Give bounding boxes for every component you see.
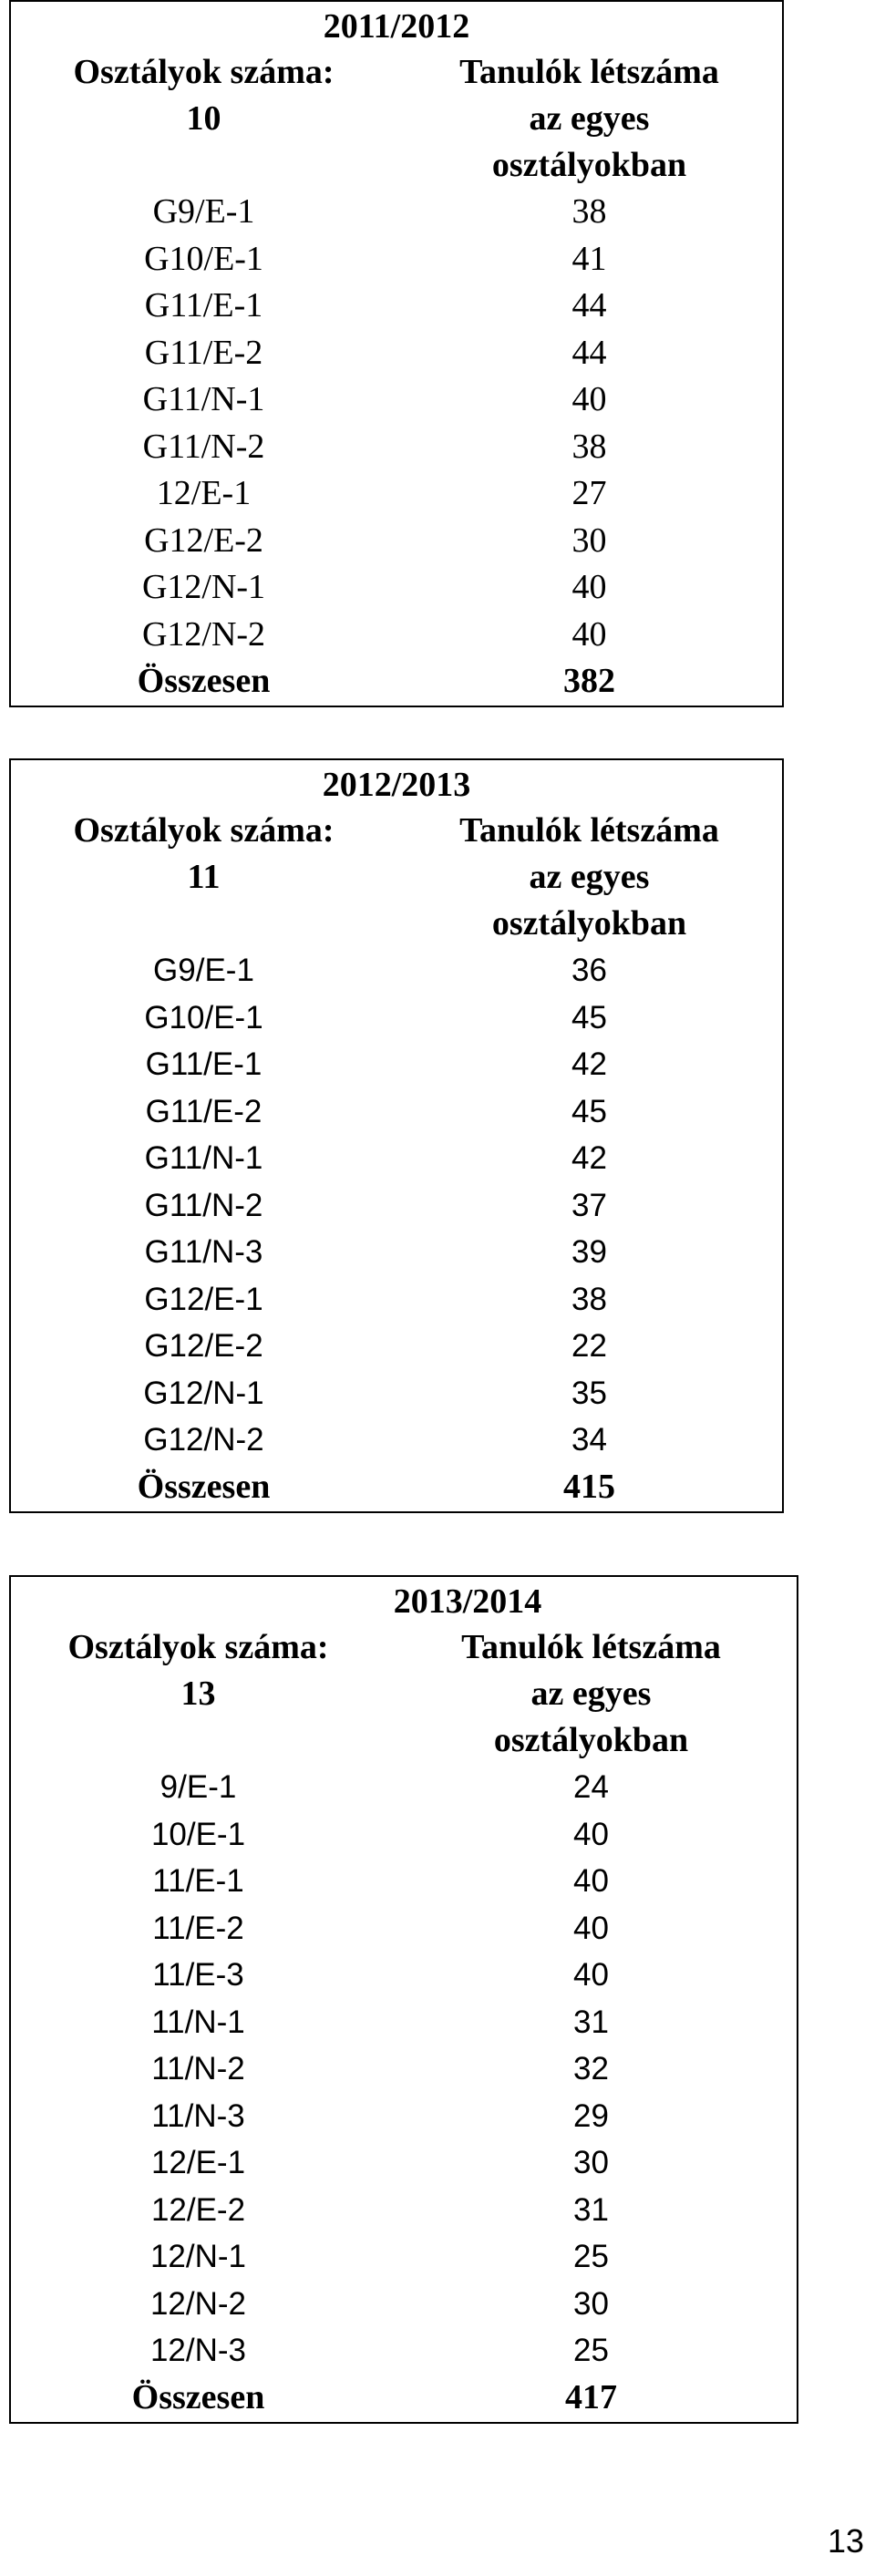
class-name: G12/E-1	[144, 1281, 263, 1317]
table-row	[10, 947, 783, 994]
table-row	[10, 2139, 798, 2187]
student-count: 40	[571, 568, 607, 606]
class-table-2013-2014	[9, 1575, 798, 2424]
student-count: 34	[571, 1422, 607, 1458]
class-name: G12/N-1	[143, 1375, 264, 1411]
class-name: G11/E-1	[144, 286, 263, 325]
student-count: 38	[571, 192, 607, 231]
student-count: 40	[573, 1910, 609, 1946]
student-count: 30	[573, 2285, 609, 2322]
table-row	[10, 1323, 783, 1370]
table-row	[10, 283, 783, 330]
table-row	[10, 424, 783, 471]
table-row	[10, 1952, 798, 1999]
student-count: 24	[573, 1769, 609, 1805]
class-name: 12/E-2	[150, 2191, 246, 2228]
class-count-value: 13	[180, 1674, 216, 1713]
class-name: G11/N-3	[144, 1234, 263, 1270]
student-count: 31	[573, 2191, 609, 2228]
table-row	[10, 1905, 798, 1953]
class-name: G11/N-2	[142, 427, 265, 466]
class-name: G9/E-1	[153, 953, 254, 988]
class-table-2012-2013	[9, 758, 784, 1513]
table-row	[10, 1182, 783, 1230]
class-name: 12/N-3	[149, 2333, 247, 2368]
class-name: 10/E-1	[150, 1816, 246, 1852]
class-count-value: 11	[187, 858, 221, 896]
class-name: 12/N-1	[149, 2239, 247, 2274]
table-row	[10, 1858, 798, 1905]
class-name: G11/E-2	[145, 1093, 262, 1129]
table-row	[10, 1417, 783, 1464]
total-label: Összesen	[137, 1467, 271, 1506]
class-name: G12/N-1	[141, 568, 266, 606]
table-row	[10, 2327, 798, 2375]
class-count-header	[10, 49, 396, 189]
class-count-value: 10	[186, 99, 221, 138]
table-row	[10, 994, 783, 1042]
table-row	[10, 189, 783, 236]
class-name: G11/N-1	[142, 380, 265, 418]
class-count-header	[10, 808, 396, 947]
table-row	[10, 1764, 798, 1811]
total-row	[10, 658, 783, 706]
class-name: G10/E-1	[144, 999, 263, 1036]
class-name: G11/N-2	[144, 1187, 263, 1223]
student-count: 45	[571, 999, 607, 1036]
class-name: 11/E-3	[152, 1957, 244, 1993]
student-count-header: Tanulók létszáma az egyes osztályokban	[459, 53, 719, 184]
total-row	[10, 1464, 783, 1512]
table-row	[10, 2187, 798, 2234]
class-name: G12/E-2	[144, 1328, 263, 1364]
student-count: 42	[571, 1140, 607, 1176]
table-row	[10, 376, 783, 424]
class-name: 11/E-1	[152, 1863, 244, 1899]
total-value: 417	[565, 2377, 617, 2416]
class-name: 11/N-1	[151, 2004, 245, 2040]
table-row	[10, 1135, 783, 1182]
class-name: G11/E-2	[144, 333, 263, 372]
class-name: G9/E-1	[152, 192, 255, 231]
class-table-2011-2012	[9, 0, 784, 707]
student-count: 32	[573, 2051, 609, 2087]
class-name: G12/N-2	[143, 1422, 264, 1458]
student-count: 40	[573, 1957, 609, 1993]
student-count: 30	[573, 2145, 609, 2180]
class-count-label: Osztályok száma:	[73, 811, 335, 850]
class-count-header	[10, 1624, 386, 1764]
student-count: 40	[571, 380, 607, 418]
table-row	[10, 1811, 798, 1859]
table-row	[10, 1999, 798, 2046]
student-count: 42	[571, 1046, 607, 1082]
student-count: 30	[571, 520, 607, 560]
student-count: 40	[573, 1816, 609, 1852]
student-count: 44	[571, 333, 607, 372]
student-count: 29	[573, 2097, 609, 2134]
page-number: 13	[828, 2522, 865, 2560]
student-count: 37	[571, 1187, 607, 1223]
class-name: G12/E-2	[144, 520, 263, 560]
student-count: 31	[573, 2004, 609, 2040]
student-count: 22	[571, 1328, 607, 1364]
total-label: Összesen	[131, 2377, 265, 2416]
table-row	[10, 2045, 798, 2093]
class-name: G11/N-1	[144, 1140, 263, 1176]
class-name: 9/E-1	[160, 1769, 237, 1805]
student-count: 39	[571, 1234, 607, 1270]
student-count: 36	[571, 953, 607, 988]
table-row	[10, 2233, 798, 2281]
student-count: 44	[571, 286, 607, 325]
student-count: 35	[571, 1375, 607, 1411]
student-count-header: Tanulók létszáma az egyes osztályokban	[459, 811, 719, 943]
class-name: 12/E-1	[150, 2145, 246, 2180]
student-count: 38	[571, 1281, 607, 1317]
class-name: 11/E-2	[152, 1910, 244, 1946]
table-year: 2011/2012	[323, 7, 470, 46]
class-name: 12/E-1	[156, 474, 252, 512]
student-count: 38	[571, 427, 607, 466]
table-row	[10, 1370, 783, 1417]
table-row	[10, 518, 783, 565]
total-label: Összesen	[137, 662, 271, 700]
table-row	[10, 470, 783, 518]
total-row	[10, 2375, 798, 2423]
student-count: 25	[573, 2333, 609, 2368]
total-value: 382	[563, 662, 615, 700]
table-row	[10, 1229, 783, 1276]
class-count-label: Osztályok száma:	[73, 53, 335, 91]
student-count: 41	[571, 239, 607, 278]
table-row	[10, 236, 783, 283]
student-count: 40	[573, 1863, 609, 1899]
student-count: 27	[571, 474, 607, 512]
total-value: 415	[563, 1467, 615, 1506]
class-name: 11/N-3	[151, 2097, 245, 2134]
class-name: 12/N-2	[149, 2285, 247, 2322]
student-count: 40	[571, 614, 607, 654]
class-name: G11/E-1	[145, 1046, 262, 1082]
table-row	[10, 1088, 783, 1136]
class-name: G12/N-2	[141, 614, 266, 654]
table-row	[10, 2093, 798, 2140]
class-name: 11/N-2	[151, 2051, 245, 2087]
student-count: 45	[571, 1093, 607, 1129]
table-year: 2012/2013	[322, 766, 471, 804]
table-row	[10, 612, 783, 659]
student-count: 25	[573, 2239, 609, 2274]
table-row	[10, 330, 783, 377]
student-count-header: Tanulók létszáma az egyes osztályokban	[461, 1628, 721, 1759]
class-count-label: Osztályok száma:	[67, 1628, 329, 1666]
table-row	[10, 564, 783, 612]
table-row	[10, 1276, 783, 1324]
table-row	[10, 2281, 798, 2328]
class-name: G10/E-1	[144, 239, 263, 278]
table-row	[10, 1041, 783, 1088]
table-year: 2013/2014	[393, 1582, 542, 1621]
